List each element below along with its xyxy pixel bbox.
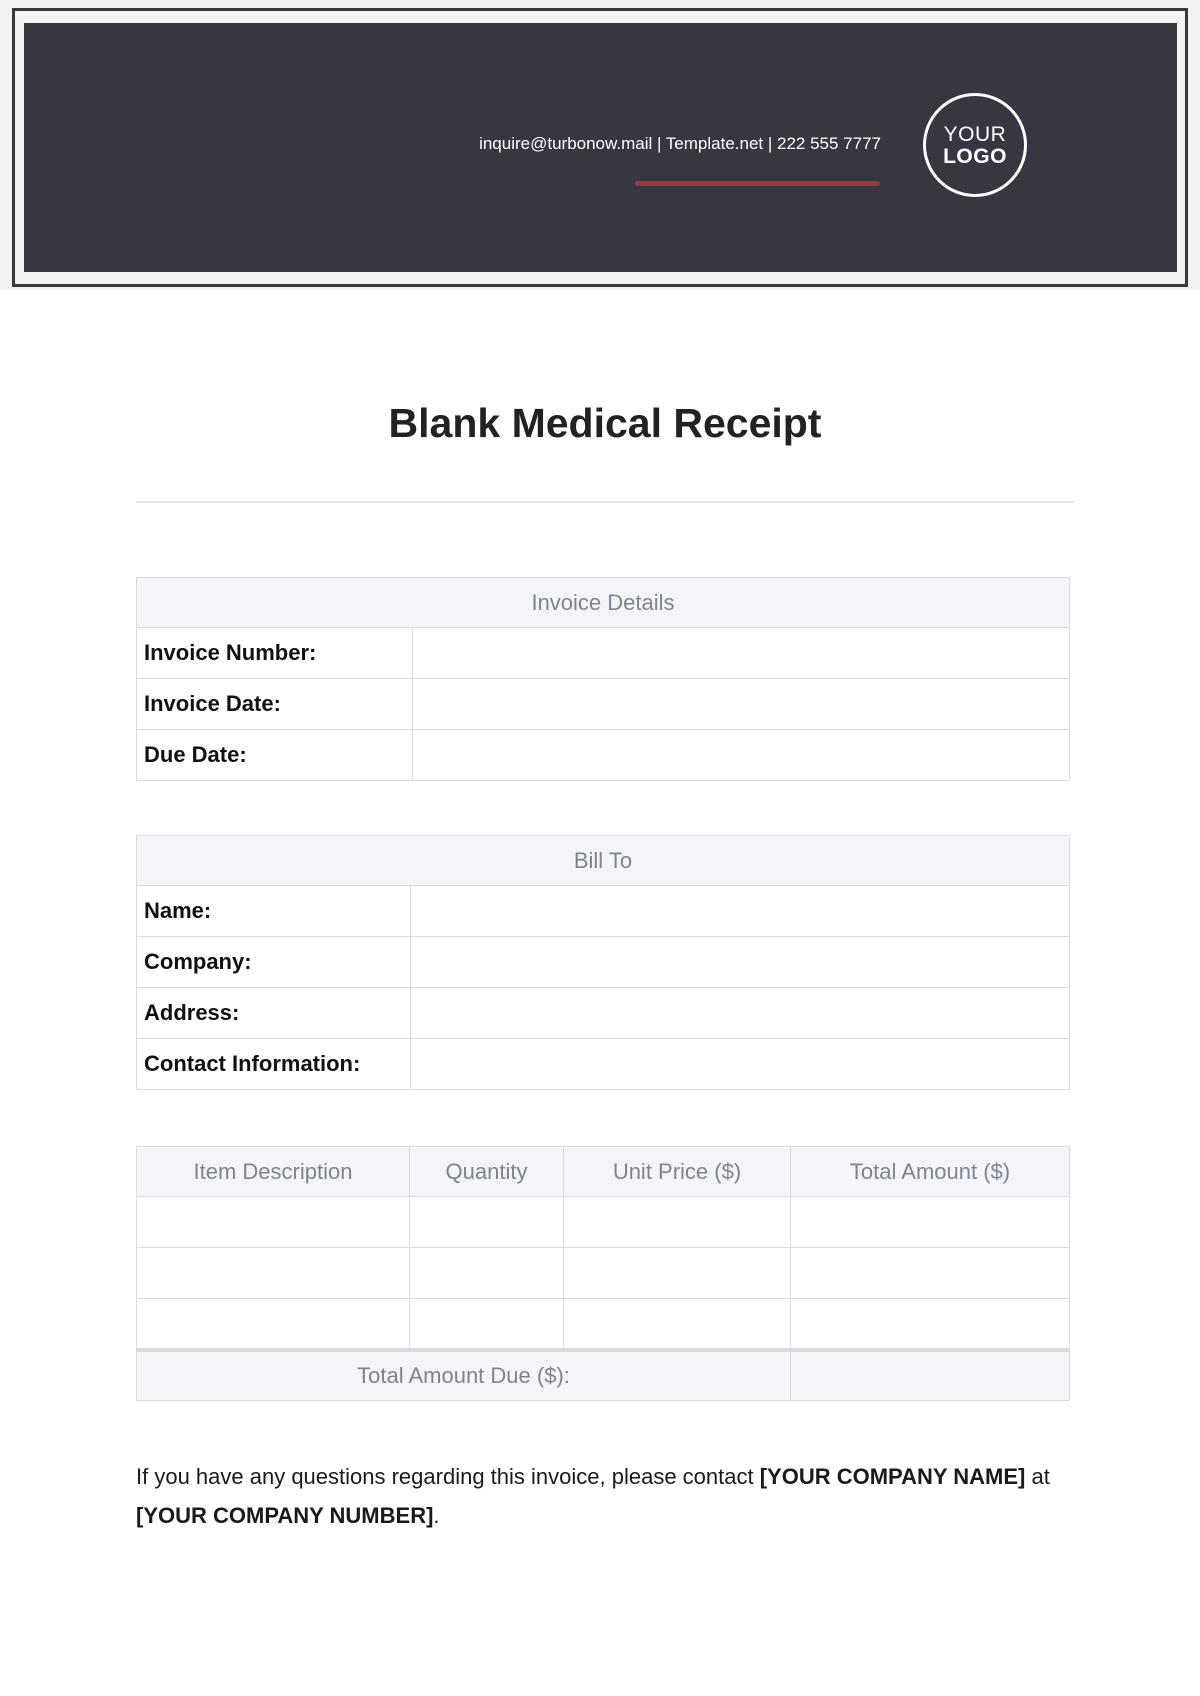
- logo-text-top: YOUR: [943, 122, 1007, 146]
- column-header-item-description: Item Description: [137, 1147, 410, 1197]
- contact-information-label: Contact Information:: [137, 1039, 411, 1090]
- table-row: [137, 679, 1070, 730]
- table-row: [137, 1299, 1070, 1350]
- due-date-field[interactable]: [413, 730, 1070, 781]
- table-row: [137, 1248, 1070, 1299]
- column-header-unit-price: Unit Price ($): [564, 1147, 791, 1197]
- invoice-number-field[interactable]: [413, 628, 1070, 679]
- total-amount-cell[interactable]: [791, 1248, 1070, 1299]
- footer-text-1: If you have any questions regarding this invoice, please contact: [136, 1464, 760, 1489]
- table-row: [137, 730, 1070, 781]
- footer-note: [136, 1457, 1076, 1535]
- item-description-cell[interactable]: [137, 1248, 410, 1299]
- invoice-details-table: [136, 577, 1070, 781]
- footer-text-3: .: [433, 1503, 440, 1528]
- footer-text-2: at: [1025, 1464, 1050, 1489]
- table-row: [137, 937, 1070, 988]
- company-logo: [923, 93, 1027, 197]
- table-row: [137, 1197, 1070, 1248]
- table-row: [137, 886, 1070, 937]
- total-amount-due-field[interactable]: [791, 1350, 1070, 1401]
- due-date-label: Due Date:: [137, 730, 413, 781]
- unit-price-cell[interactable]: [564, 1248, 791, 1299]
- quantity-cell[interactable]: [410, 1197, 564, 1248]
- quantity-cell[interactable]: [410, 1299, 564, 1350]
- contact-info: inquire@turbonow.mail | Template.net | 222 555 7777: [479, 134, 881, 153]
- table-row: [137, 1039, 1070, 1090]
- item-description-cell[interactable]: [137, 1299, 410, 1350]
- invoice-details-heading: Invoice Details: [137, 578, 1070, 628]
- total-row: [137, 1350, 1070, 1401]
- column-header-total-amount: Total Amount ($): [791, 1147, 1070, 1197]
- bill-to-heading: Bill To: [137, 836, 1070, 886]
- footer-company-number: [YOUR COMPANY NUMBER]: [136, 1503, 434, 1528]
- unit-price-cell[interactable]: [564, 1197, 791, 1248]
- page-title: Blank Medical Receipt: [388, 400, 822, 446]
- item-description-cell[interactable]: [137, 1197, 410, 1248]
- table-row: [137, 988, 1070, 1039]
- name-label: Name:: [137, 886, 411, 937]
- title-divider: [136, 501, 1074, 503]
- table-row: [137, 628, 1070, 679]
- company-label: Company:: [137, 937, 411, 988]
- invoice-date-field[interactable]: [413, 679, 1070, 730]
- address-field[interactable]: [411, 988, 1070, 1039]
- unit-price-cell[interactable]: [564, 1299, 791, 1350]
- name-field[interactable]: [411, 886, 1070, 937]
- company-field[interactable]: [411, 937, 1070, 988]
- total-amount-cell[interactable]: [791, 1197, 1070, 1248]
- address-label: Address:: [137, 988, 411, 1039]
- logo-text-bottom: LOGO: [943, 144, 1007, 168]
- accent-bar: [635, 181, 880, 186]
- total-amount-due-label: Total Amount Due ($):: [137, 1350, 791, 1401]
- bill-to-table: [136, 835, 1070, 1090]
- column-header-quantity: Quantity: [410, 1147, 564, 1197]
- total-amount-cell[interactable]: [791, 1299, 1070, 1350]
- invoice-number-label: Invoice Number:: [137, 628, 413, 679]
- quantity-cell[interactable]: [410, 1248, 564, 1299]
- contact-information-field[interactable]: [411, 1039, 1070, 1090]
- items-table: [136, 1146, 1070, 1401]
- invoice-date-label: Invoice Date:: [137, 679, 413, 730]
- footer-company-name: [YOUR COMPANY NAME]: [759, 1464, 1026, 1489]
